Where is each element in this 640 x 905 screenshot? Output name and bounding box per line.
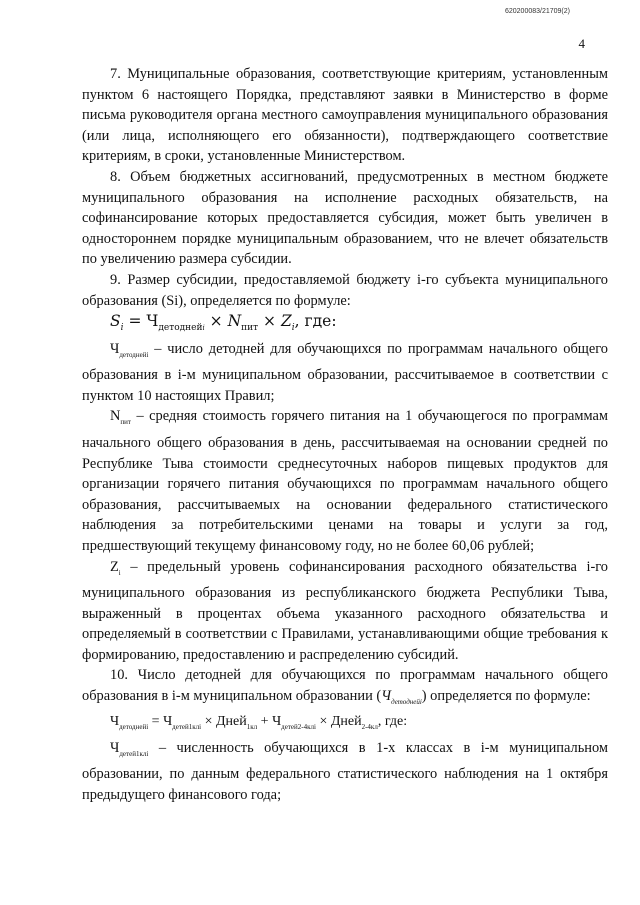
p10-text: 10. Число детодней для обучающихся по программам начального общего образования в i-м муниципальном образовании ( (82, 667, 608, 704)
formula-n: N (227, 312, 242, 331)
formula-subsidy (82, 311, 608, 339)
f2-b-subsub: i (199, 723, 202, 732)
f2-eq: = Ч (148, 714, 173, 730)
p10-symbol-sub: детодней (391, 697, 420, 706)
f2-d-sub: детей2-4кл (281, 723, 314, 732)
def4-text: – численность обучающихся в 1-х классах в i-м муниципальном образовании, по данным федерального статистического наблюдения на 1 октября предыдущего финансового года; (82, 739, 608, 803)
formula-mul-1: × (204, 312, 228, 331)
document-body (82, 64, 608, 805)
definition-meal-cost (82, 406, 608, 556)
f2-d-subsub: i (313, 723, 316, 732)
f2-c-sub: 1кл (246, 723, 258, 732)
document-number: 620200083/21709(2) (504, 8, 570, 15)
formula-z-sub: i (291, 323, 295, 334)
formula-s-sub: i (120, 323, 124, 334)
f2-mul-2: × Дней (315, 714, 362, 730)
def2-text: – средняя стоимость горячего питания на 1 обучающегося по программам начального общего образования в день, рассчитываемая на основании средней по Республике Тыва стоимости среднесуточных наборов пищевых продуктов для организации горячего питания обучающихся по программам начального общего образования, рассчитываемых на основании федерального статистического наблюдения за потребительскими ценами на товары и услуги за год, предшествующий текущему финансовому году, но не более 60,06 рублей; (82, 408, 608, 554)
formula-ch-subsub: i (202, 324, 205, 333)
paragraph-7: 7. Муниципальные образования, соответствующие критериям, установленным пунктом 6 настоящего Порядка, представляют заявки в Министерство в форме письма руководителя органа местного самоуправления муниципального образования (или лица, исполняющего его обязанности), подтверждающего соответствие критериям, в сроки, установленные Министерством. (82, 66, 608, 165)
paragraph-10 (82, 665, 608, 712)
p10-symbol: Ч (381, 687, 392, 704)
definition-child-days (82, 339, 608, 407)
def1-subsub: i (146, 350, 149, 359)
f2-a-sub: детодней (119, 723, 147, 732)
def3-symbol: Z (110, 558, 119, 575)
formula-ch-sub: детодней (158, 323, 203, 334)
f2-e-sub: 2-4кл (361, 723, 378, 732)
p10-tail: ) определяется по формуле: (421, 687, 591, 704)
def3-sub: i (118, 568, 121, 577)
paragraph-9: 9. Размер субсидии, предоставляемой бюджету i-го субъекта муниципального образования (Si), определяется по формуле: (82, 271, 608, 309)
f2-b-sub: детей1кл (172, 723, 200, 732)
f2-plus: + Ч (257, 714, 282, 730)
formula-s: S (110, 312, 121, 331)
def1-symbol: Ч (110, 340, 120, 357)
formula-tail: , где: (294, 312, 337, 331)
formula-z: Z (280, 312, 292, 331)
formula-child-days (82, 712, 608, 737)
f2-a: Ч (110, 714, 120, 730)
def4-subsub: i (146, 749, 149, 758)
def1-sub: детодней (119, 350, 147, 359)
formula-eq: = Ч (123, 312, 159, 331)
def4-symbol: Ч (110, 739, 120, 756)
definition-first-grade-count (82, 738, 608, 806)
definition-cofinancing-level (82, 557, 608, 666)
def4-sub: детей1кл (119, 749, 147, 758)
f2-a-subsub: i (146, 723, 149, 732)
page-number: 4 (578, 36, 585, 51)
formula-n-sub: пит (241, 323, 259, 334)
p10-symbol-subsub: i (419, 697, 422, 706)
def1-text: – число детодней для обучающихся по программам начального общего образования в i-м муниципальном образовании, рассчитываемое в соответствии с пунктом 10 настоящих Правил; (82, 340, 608, 404)
f2-tail: , где: (377, 714, 408, 730)
formula-mul-2: × (258, 312, 281, 331)
f2-mul-1: × Дней (201, 714, 247, 730)
def2-sub: пит (120, 418, 131, 427)
paragraph-8: 8. Объем бюджетных ассигнований, предусмотренных в местном бюджете муниципального образования на исполнение расходных обязательств, на софинансирование которых предоставляется субсидия, может быть увеличен в одностороннем порядке муниципальным образованием, что не влечет обязательств по увеличению размера субсидии. (82, 168, 608, 268)
def3-text: – предельный уровень софинансирования расходного обязательства i-го муниципального образования из республиканского бюджета Республики Тыва, выраженный в процентах объема указанного расходного обязательства и определяемый в соответствии с Правилами, устанавливающими общие требования к формированию, предоставлению и распределению субсидий. (82, 558, 608, 663)
def2-symbol: N (110, 408, 121, 425)
